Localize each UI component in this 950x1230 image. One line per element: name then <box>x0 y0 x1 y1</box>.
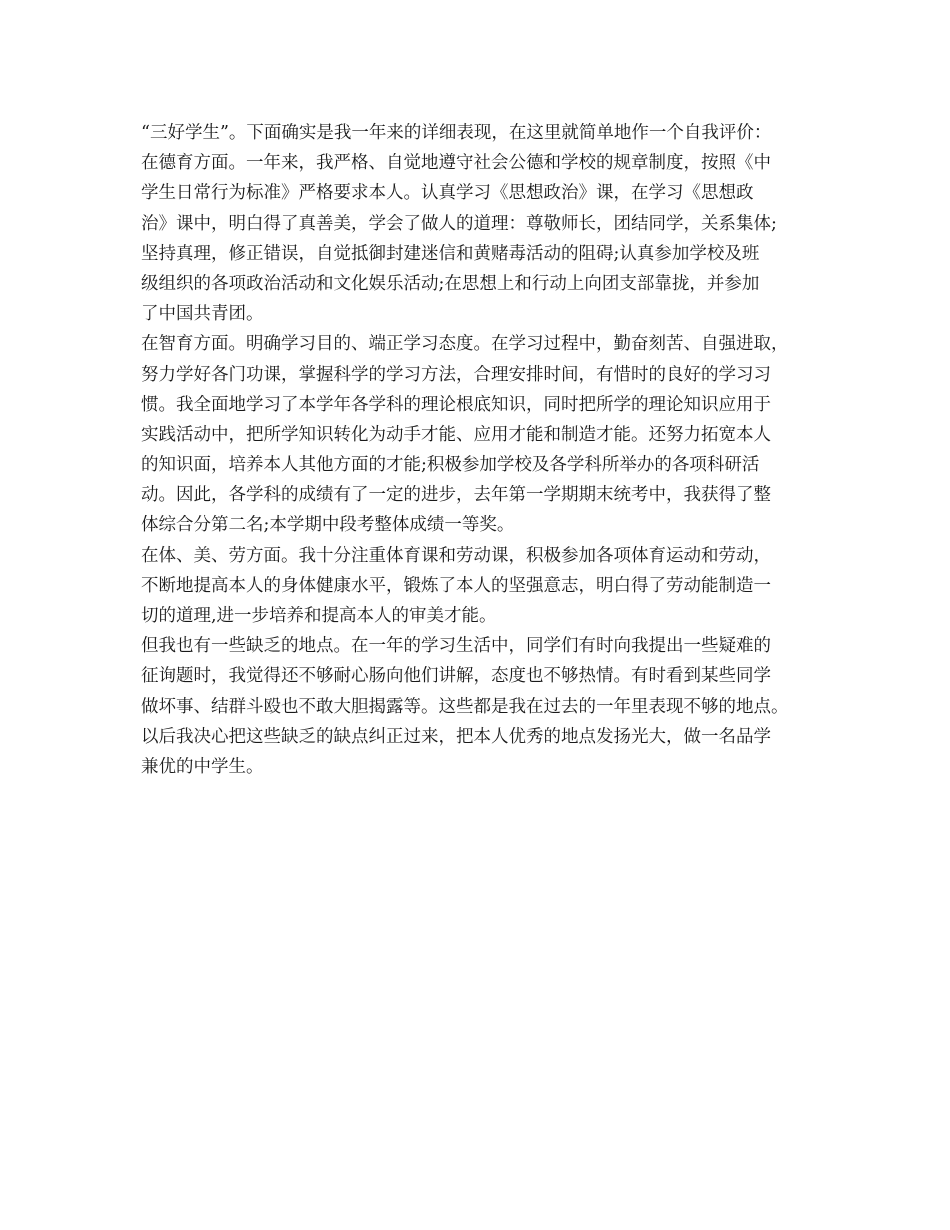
text-line: 在德育方面。一年来，我严格、自觉地遵守社会公德和学校的规章制度，按照《中 <box>141 153 771 174</box>
text-line: 兼优的中学生。 <box>141 756 264 777</box>
text-line: 不断地提高本人的身体健康水平，锻炼了本人的坚强意志，明白得了劳动能制造一 <box>141 575 771 596</box>
text-line: 了中国共青团。 <box>141 304 264 325</box>
text-line: 但我也有一些缺乏的地点。在一年的学习生活中，同学们有时向我提出一些疑难的 <box>141 636 771 657</box>
text-line: 在智育方面。明确学习目的、端正学习态度。在学习过程中，勤奋刻苦、自强进取， <box>141 334 789 355</box>
text-line: 坚持真理，修正错误，自觉抵御封建迷信和黄赌毒活动的阻碍;认真参加学校及班 <box>141 243 760 264</box>
text-line: 以后我决心把这些缺乏的缺点纠正过来，把本人优秀的地点发扬光大，做一名品学 <box>141 726 771 747</box>
text-line: 努力学好各门功课，掌握科学的学习方法，合理安排时间，有惜时的良好的学习习 <box>141 364 771 385</box>
text-line: 动。因此，各学科的成绩有了一定的进步，去年第一学期期末统考中，我获得了整 <box>141 485 771 506</box>
text-line: 治》课中，明白得了真善美，学会了做人的道理：尊敬师长，团结同学，关系集体; <box>141 213 777 234</box>
text-line: 的知识面，培养本人其他方面的才能;积极参加学校及各学科所举办的各项科研活 <box>141 455 760 476</box>
text-line: 做坏事、结群斗殴也不敢大胆揭露等。这些都是我在过去的一年里表现不够的地点。 <box>141 696 789 717</box>
text-line: 在体、美、劳方面。我十分注重体育课和劳动课，积极参加各项体育运动和劳动， <box>141 545 771 566</box>
text-line: 切的道理,进一步培养和提高本人的审美才能。 <box>141 606 497 626</box>
text-line: 体综合分第二名;本学期中段考整体成绩一等奖。 <box>141 515 515 536</box>
document-body <box>141 118 831 782</box>
text-line: 学生日常行为标准》严格要求本人。认真学习《思想政治》课，在学习《思想政 <box>141 183 754 204</box>
text-line: “三好学生”。下面确实是我一年来的详细表现，在这里就简单地作一个自我评价： <box>141 123 772 143</box>
text-line: 实践活动中，把所学知识转化为动手才能、应用才能和制造才能。还努力拓宽本人 <box>141 424 771 445</box>
text-line: 级组织的各项政治活动和文化娱乐活动;在思想上和行动上向团支部靠拢，并参加 <box>141 273 760 294</box>
text-line: 征询题时，我觉得还不够耐心肠向他们讲解，态度也不够热情。有时看到某些同学 <box>141 666 771 687</box>
text-line: 惯。我全面地学习了本学年各学科的理论根底知识，同时把所学的理论知识应用于 <box>141 394 771 415</box>
